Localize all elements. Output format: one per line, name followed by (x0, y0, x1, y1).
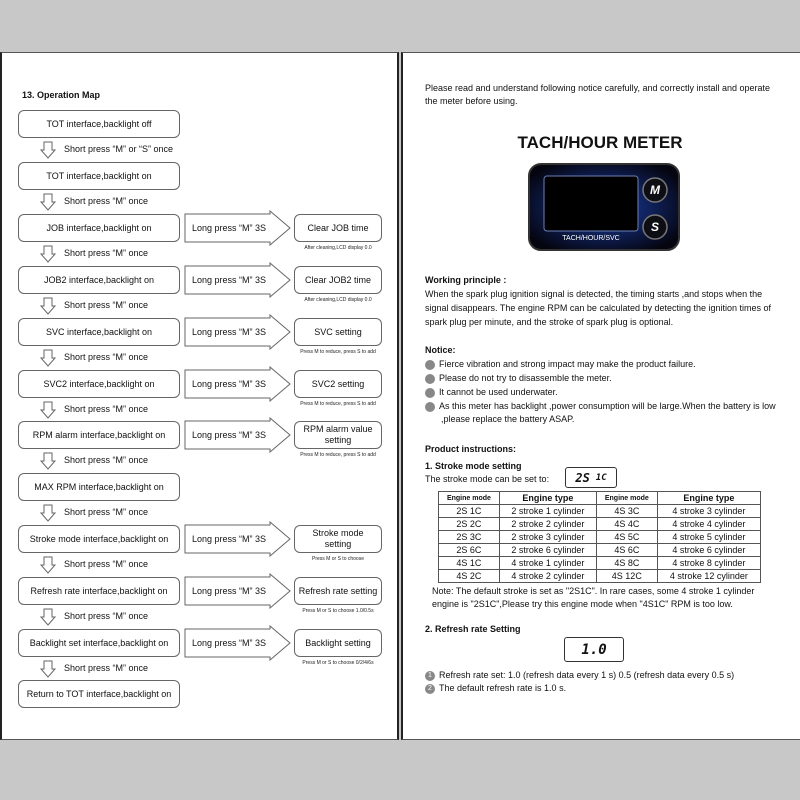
notice-text: It cannot be used underwater. (439, 387, 558, 397)
table-cell: 2 stroke 6 cylinder (499, 544, 596, 557)
result-note: Press M or S to choose (312, 556, 364, 562)
result-box: Clear JOB2 time (294, 266, 382, 294)
long-press-arrow (184, 366, 292, 402)
m-key-label: M (650, 183, 660, 197)
refresh-lcd: 1.0 (564, 637, 624, 662)
table-cell: 4 stroke 2 cylinder (499, 570, 596, 583)
long-press-arrow (184, 262, 292, 298)
table-cell: 4 stroke 5 cylinder (657, 531, 760, 544)
notice-number-badge: 3 (425, 388, 435, 398)
state-box: JOB2 interface,backlight on (18, 266, 180, 294)
short-press-hint: Short press “M” once (64, 455, 149, 465)
down-arrow-icon (40, 556, 56, 574)
state-box: TOT interface,backlight on (18, 162, 180, 190)
long-press-label: Long press “M” 3S (191, 275, 267, 285)
stroke-set-text: The stroke mode can be set to: (425, 474, 550, 484)
table-cell: 4S 6C (596, 544, 657, 557)
table-cell: 4S 5C (596, 531, 657, 544)
refresh-item (425, 682, 780, 695)
table-row (439, 570, 761, 583)
long-press-arrow (184, 521, 292, 557)
stroke-lcd-sub: 1C (595, 472, 607, 483)
table-cell: 4 stroke 8 cylinder (657, 557, 760, 570)
table-cell: 4 stroke 4 cylinder (657, 518, 760, 531)
table-row (439, 557, 761, 570)
refresh-number-badge: 1 (425, 671, 435, 681)
refresh-text: Refresh rate set: 1.0 (refresh data every 1 s) 0.5 (refresh data every 0.5 s) (439, 670, 735, 680)
short-press-hint: Short press “M” once (64, 196, 149, 206)
state-box: TOT interface,backlight off (18, 110, 180, 138)
short-press-hint: Short press “M” once (64, 507, 149, 517)
table-cell: 2S 2C (439, 518, 500, 531)
short-press-hint: Short press “M” once (64, 663, 149, 673)
notice-item (420, 358, 796, 371)
stroke-heading: 1. Stroke mode setting (425, 461, 522, 471)
long-press-label: Long press “M” 3S (191, 638, 267, 648)
state-box: SVC2 interface,backlight on (18, 370, 180, 398)
table-cell: 2S 6C (439, 544, 500, 557)
result-box: Refresh rate setting (294, 577, 382, 605)
long-press-label: Long press “M” 3S (191, 586, 267, 596)
down-arrow-icon (40, 349, 56, 367)
result-note: After cleaning,LCD display 0.0 (304, 297, 372, 303)
down-arrow-icon (40, 245, 56, 263)
table-row (439, 518, 761, 531)
table-cell: 2S 1C (439, 505, 500, 518)
notice-heading: Notice: (425, 345, 456, 355)
state-box: Refresh rate interface,backlight on (18, 577, 180, 605)
table-row (439, 505, 761, 518)
result-box: RPM alarm value setting (294, 421, 382, 449)
short-press-hint: Short press “M” once (64, 611, 149, 621)
long-press-label: Long press “M” 3S (191, 534, 267, 544)
short-press-hint: Short press “M” once (64, 404, 149, 414)
table-cell: 4S 12C (596, 570, 657, 583)
long-press-arrow (184, 314, 292, 350)
device-label: TACH/HOUR/SVC (562, 235, 620, 242)
table-cell: 2 stroke 3 cylinder (499, 531, 596, 544)
table-cell: 4S 4C (596, 518, 657, 531)
result-box: Backlight setting (294, 629, 382, 657)
notice-item (420, 372, 796, 385)
engine-mode-table (438, 491, 761, 583)
long-press-label: Long press “M” 3S (191, 430, 267, 440)
table-row (439, 544, 761, 557)
table-header: Engine type (657, 492, 760, 505)
refresh-text: The default refresh rate is 1.0 s. (439, 683, 567, 693)
notice-item (420, 386, 796, 399)
notice-text: Fierce vibration and strong impact may make the product failure. (439, 359, 696, 369)
result-note: Press M to reduce, press S to add (300, 452, 376, 458)
state-box: MAX RPM interface,backlight on (18, 473, 180, 501)
stroke-lcd-main: 2S (575, 470, 590, 485)
table-cell: 2 stroke 2 cylinder (499, 518, 596, 531)
result-box: Clear JOB time (294, 214, 382, 242)
working-heading: Working principle : (425, 275, 507, 285)
down-arrow-icon (40, 141, 56, 159)
short-press-hint: Short press “M” or “S” once (64, 144, 174, 154)
long-press-arrow (184, 210, 292, 246)
notice-number-badge: 2 (425, 374, 435, 384)
table-cell: 4S 8C (596, 557, 657, 570)
s-key-label: S (650, 220, 659, 234)
table-row (439, 531, 761, 544)
refresh-number-badge: 2 (425, 684, 435, 694)
table-cell: 4 stroke 12 cylinder (657, 570, 760, 583)
long-press-label: Long press “M” 3S (191, 327, 267, 337)
state-box: Stroke mode interface,backlight on (18, 525, 180, 553)
notice-number-badge: 4 (425, 402, 435, 412)
result-note: Press M to reduce, press S to add (300, 401, 376, 407)
table-cell: 4 stroke 1 cylinder (499, 557, 596, 570)
table-cell: 4S 2C (439, 570, 500, 583)
long-press-label: Long press “M” 3S (191, 223, 267, 233)
table-cell: 2S 3C (439, 531, 500, 544)
down-arrow-icon (40, 193, 56, 211)
state-box: RPM alarm interface,backlight on (18, 421, 180, 449)
stroke-note: Note: The default stroke is set as "2S1C". In rare cases, some 4 stroke 1 cylinder engine is "2S1C",Please try this engine mode when "4S1C" RPM is too low. (432, 586, 755, 609)
down-arrow-icon (40, 504, 56, 522)
long-press-label: Long press “M” 3S (191, 379, 267, 389)
table-header: Engine type (499, 492, 596, 505)
result-note: Press M or S to choose 0/2/4/6s (302, 660, 374, 666)
down-arrow-icon (40, 297, 56, 315)
stroke-lcd (565, 467, 617, 488)
table-header: Engine mode (596, 492, 657, 505)
result-box: SVC2 setting (294, 370, 382, 398)
page-title: 13. Operation Map (22, 90, 101, 100)
long-press-arrow (184, 573, 292, 609)
short-press-hint: Short press “M” once (64, 300, 149, 310)
notice-item (420, 400, 796, 426)
notice-text: As this meter has backlight ,power consumption will be large.When the battery is low ,please replace the battery ASAP. (439, 401, 776, 424)
short-press-hint: Short press “M” once (64, 248, 149, 258)
instructions-heading: Product instructions: (425, 444, 517, 454)
working-text: When the spark plug ignition signal is detected, the timing starts ,and stops when the signal disappears. The engine RPM can be calculated by detecting the ignition times of spark plug per minute, and the stroke of spark plug is optional. (425, 289, 772, 327)
state-box: JOB interface,backlight on (18, 214, 180, 242)
product-title: TACH/HOUR METER (517, 133, 683, 152)
down-arrow-icon (40, 452, 56, 470)
intro-text: Please read and understand following notice carefully, and correctly install and operate the meter before using. (425, 83, 771, 106)
result-note: After cleaning,LCD display 0.0 (304, 245, 372, 251)
refresh-heading: 2. Refresh rate Setting (425, 624, 521, 634)
table-header: Engine mode (439, 492, 500, 505)
result-box: SVC setting (294, 318, 382, 346)
result-box: Stroke mode setting (294, 525, 382, 553)
notice-text: Please do not try to disassemble the meter. (439, 373, 612, 383)
table-cell: 4S 3C (596, 505, 657, 518)
result-note: Press M or S to choose 1.0/0.5s (302, 608, 374, 614)
table-cell: 2 stroke 1 cylinder (499, 505, 596, 518)
table-cell: 4S 1C (439, 557, 500, 570)
refresh-item (425, 669, 780, 682)
down-arrow-icon (40, 401, 56, 419)
notice-number-badge: 1 (425, 360, 435, 370)
state-box: SVC interface,backlight on (18, 318, 180, 346)
state-box: Return to TOT interface,backlight on (18, 680, 180, 708)
state-box: Backlight set interface,backlight on (18, 629, 180, 657)
down-arrow-icon (40, 660, 56, 678)
down-arrow-icon (40, 608, 56, 626)
short-press-hint: Short press “M” once (64, 559, 149, 569)
result-note: Press M to reduce, press S to add (300, 349, 376, 355)
long-press-arrow (184, 417, 292, 453)
table-cell: 4 stroke 3 cylinder (657, 505, 760, 518)
short-press-hint: Short press “M” once (64, 352, 149, 362)
table-cell: 4 stroke 6 cylinder (657, 544, 760, 557)
long-press-arrow (184, 625, 292, 661)
